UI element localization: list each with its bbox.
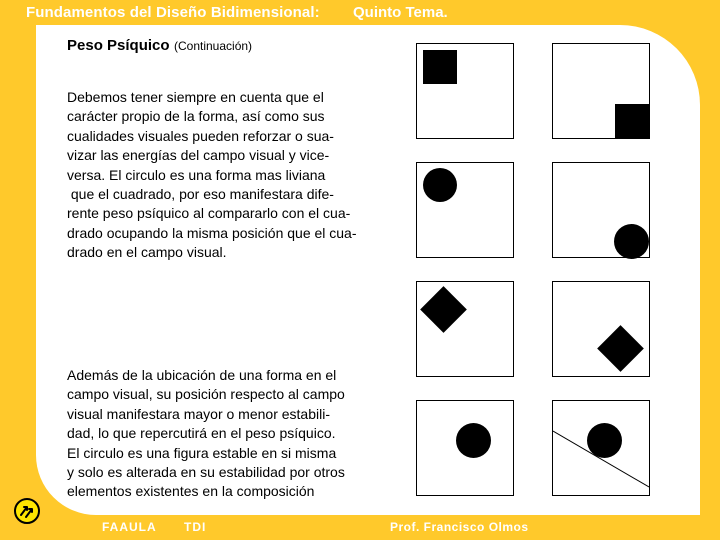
black-circle-shape <box>587 423 622 458</box>
black-diamond-shape <box>420 286 467 333</box>
paragraph-2-line: y solo es alterada en su estabilidad por otros <box>67 464 345 481</box>
paragraph-1-line: drado ocupando la misma posición que el cua- <box>67 224 357 241</box>
header-title: Fundamentos del Diseño Bidimensional: <box>26 4 320 21</box>
figure-square-top-left <box>416 43 514 139</box>
section-title <box>67 37 252 55</box>
paragraph-2-line: El circulo es una figura estable en si misma <box>67 444 337 461</box>
black-circle-shape <box>423 168 457 202</box>
paragraph-2-line: dad, lo que repercutirá en el peso psíquico. <box>67 425 336 442</box>
figure-circle-top-left <box>416 162 514 258</box>
black-diamond-shape <box>597 325 644 372</box>
paragraph-1-line: cualidades visuales pueden reforzar o sua- <box>67 127 334 144</box>
black-circle-shape <box>456 423 491 458</box>
paragraph-2 <box>67 366 345 502</box>
figure-diamond-top-left <box>416 281 514 377</box>
header-subtitle: Quinto Tema. <box>353 4 448 21</box>
footer-course: TDI <box>184 520 207 534</box>
header-bar <box>0 0 720 24</box>
figure-circle-center <box>416 400 514 496</box>
paragraph-2-line: elementos existentes en la composición <box>67 483 315 500</box>
footer-school: FAAULA <box>102 520 157 534</box>
paragraph-2-line: campo visual, su posición respecto al campo <box>67 386 345 403</box>
paragraph-1-line: que el cuadrado, por eso manifestara dife- <box>67 186 334 203</box>
figure-circle-center-diagonal-line <box>552 400 650 496</box>
figure-circle-bottom-right <box>552 162 650 258</box>
section-title-main: Peso Psíquico <box>67 37 170 54</box>
paragraph-1-line: Debemos tener siempre en cuenta que el <box>67 89 324 105</box>
paragraph-1-line: vizar las energías del campo visual y vice- <box>67 147 330 164</box>
paragraph-1-line: drado en el campo visual. <box>67 244 227 261</box>
paragraph-1-line: versa. El circulo es una forma mas liviana <box>67 166 326 183</box>
figure-diamond-bottom-right <box>552 281 650 377</box>
black-square-shape <box>423 50 457 84</box>
paragraph-1-line: carácter propio de la forma, así como sus <box>67 108 325 125</box>
black-circle-shape <box>614 224 649 259</box>
figure-square-bottom-right <box>552 43 650 139</box>
paragraph-1-line: rente peso psíquico al compararlo con el cua- <box>67 205 351 222</box>
footer-professor: Prof. Francisco Olmos <box>390 520 529 534</box>
arrow-circle-logo-icon <box>13 497 41 525</box>
paragraph-2-line: Además de la ubicación de una forma en el <box>67 367 337 383</box>
section-title-note: (Continuación) <box>174 39 253 53</box>
paragraph-1 <box>67 88 357 263</box>
black-square-shape <box>615 104 649 138</box>
paragraph-2-line: visual manifestara mayor o menor estabili- <box>67 405 330 422</box>
